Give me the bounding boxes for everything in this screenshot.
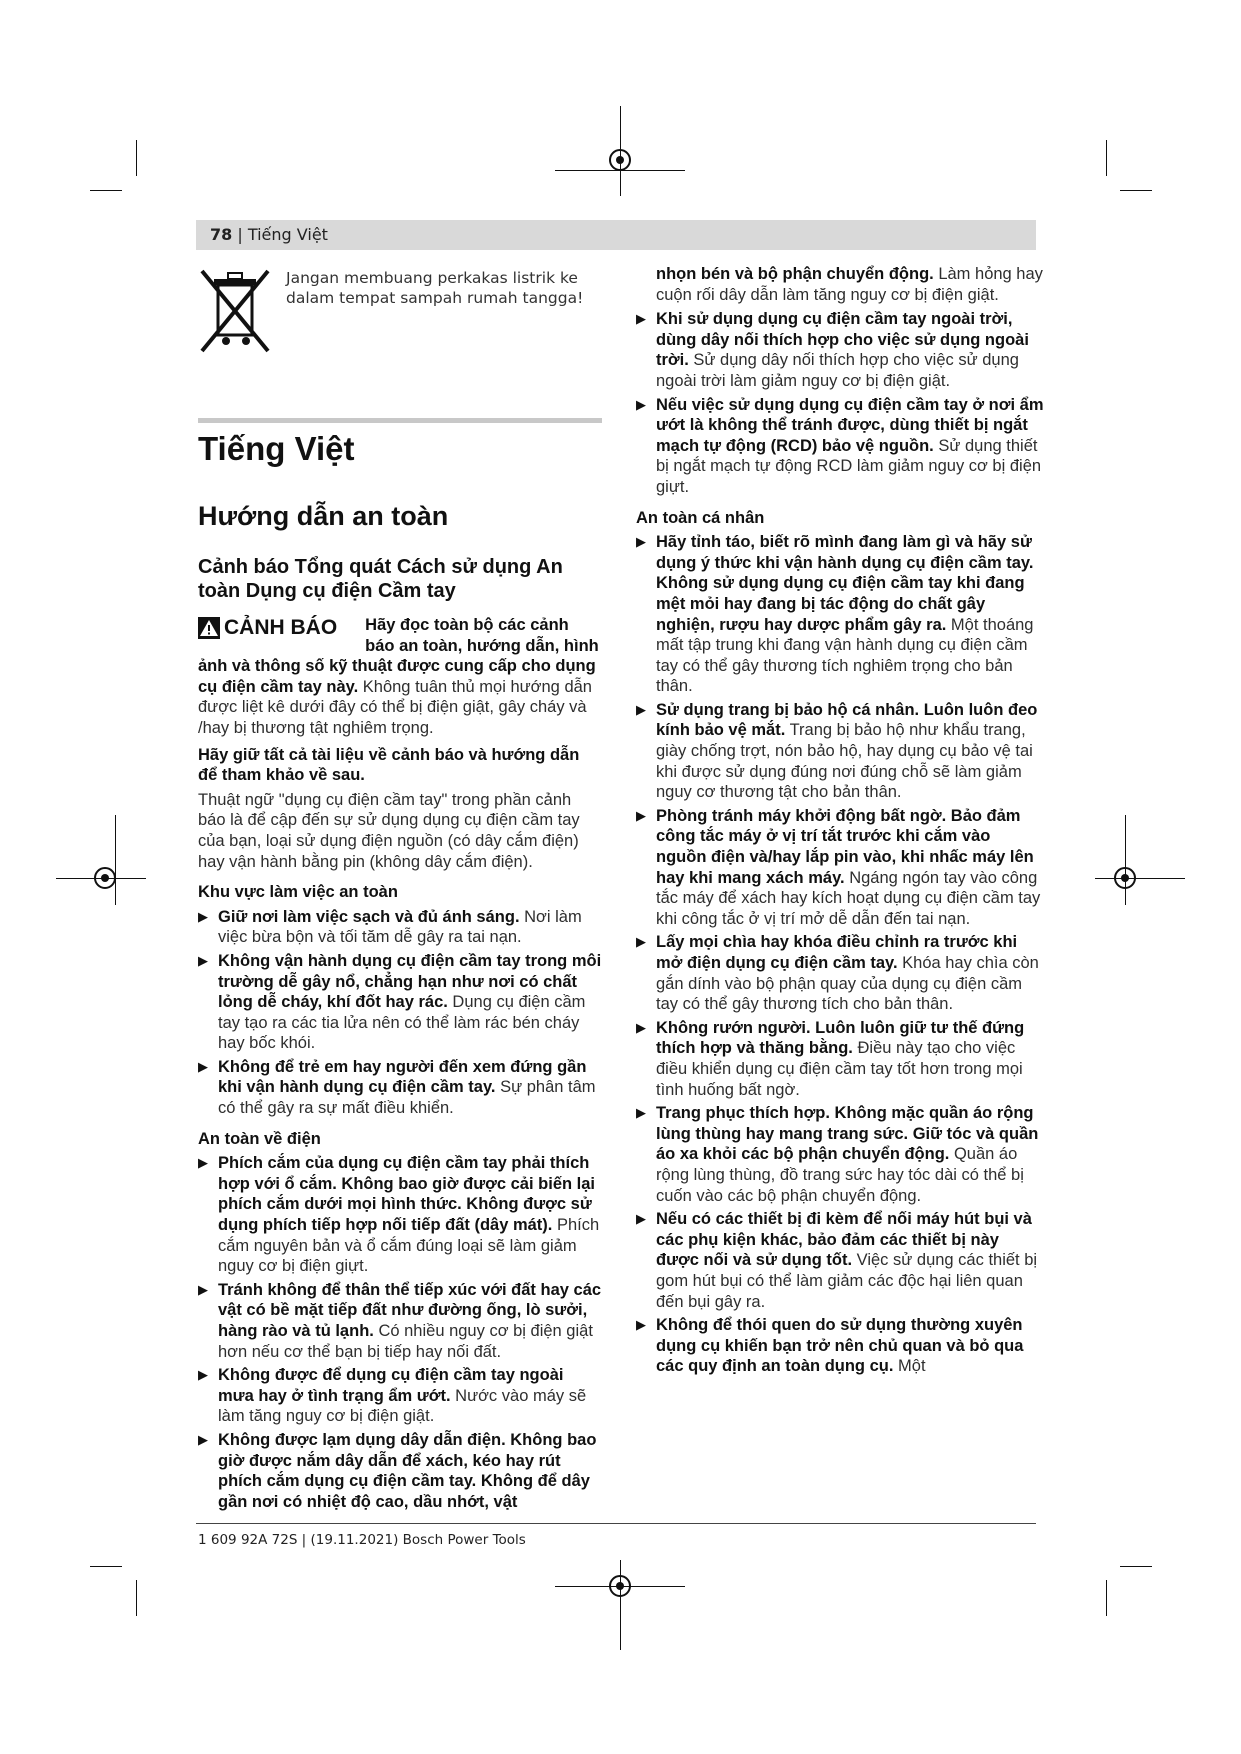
registration-mark-icon bbox=[92, 865, 118, 891]
bullet-triangle-icon: ▶ bbox=[636, 1317, 646, 1333]
section-subtitle: Hướng dẫn an toàn bbox=[198, 501, 449, 531]
list-item bbox=[636, 309, 1044, 391]
bullet-triangle-icon: ▶ bbox=[198, 1058, 208, 1074]
item-text: Trang bị bảo hộ như khẩu trang, giày chống trợt, nón bảo hộ, hay dụng cụ bảo vệ tai khi được sử dụng đúng nơi đúng chỗ sẽ làm giảm nguy cơ thương tật cho bản thân. bbox=[656, 721, 1033, 802]
crop-mark bbox=[1120, 190, 1152, 191]
continuation-paragraph bbox=[636, 264, 1044, 305]
item-text: Sự phân tâm có thể gây ra sự mất điều khiển. bbox=[218, 1078, 596, 1118]
list-item bbox=[198, 1153, 602, 1277]
item-text: Dụng cụ điện cầm tay tạo ra các tia lửa nên có thể làm rác bén cháy hay bốc khói. bbox=[218, 993, 586, 1053]
item-text: Nơi làm việc bừa bộn và tối tăm dễ gây ra tai nạn. bbox=[218, 907, 582, 947]
crop-mark bbox=[136, 1580, 137, 1616]
item-bold: Không được để dụng cụ điện cầm tay ngoài mưa hay ở tình trạng ẩm ướt. bbox=[218, 1366, 564, 1405]
term-definition: Thuật ngữ "dụng cụ điện cầm tay" trong phần cảnh báo là để cập đến sự sử dụng dụng cụ điện cầm tay của bạn, loại sử dụng điện nguồn (có dây cắm điện) hay vận hành bằng pin (không dây cắm điện). bbox=[198, 790, 580, 871]
bullet-triangle-icon: ▶ bbox=[636, 311, 646, 327]
continuation-text: Làm hỏng hay cuộn rối dây dẫn làm tăng nguy cơ bị điện giật. bbox=[656, 265, 1043, 304]
page-header: 78 | Tiếng Việt bbox=[210, 225, 328, 244]
bullet-triangle-icon: ▶ bbox=[636, 1105, 646, 1121]
warning-text: Không tuân thủ mọi hướng dẫn được liệt kê dưới đây có thể bị điện giật, gây cháy và /hay bị thương tật nghiêm trọng. bbox=[198, 677, 592, 737]
item-bold: Nếu việc sử dụng dụng cụ điện cầm tay ở nơi ẩm ướt là không thể tránh được, dùng thiết bị ngắt mạch tự động (RCD) bảo vệ nguồn. bbox=[656, 395, 1044, 455]
crop-mark bbox=[1106, 140, 1107, 176]
item-bold: Lấy mọi chìa hay khóa điều chỉnh ra trước khi mở điện dụng cụ điện cầm tay. bbox=[656, 933, 1018, 972]
header-language: Tiếng Việt bbox=[247, 225, 328, 244]
crop-mark bbox=[90, 190, 122, 191]
crop-mark bbox=[136, 140, 137, 176]
list-item bbox=[198, 951, 602, 1054]
item-bold: Không rướn người. Luôn luôn giữ tư thế đứng thích hợp và thăng bằng. bbox=[656, 1018, 1025, 1058]
bullet-triangle-icon: ▶ bbox=[636, 1211, 646, 1227]
item-bold: Giữ nơi làm việc sạch và đủ ánh sáng. bbox=[218, 907, 520, 926]
bullet-triangle-icon: ▶ bbox=[198, 1155, 208, 1171]
list-item bbox=[198, 1057, 602, 1119]
warning-badge-label: CẢNH BÁO bbox=[224, 615, 338, 639]
personal-safety-heading: An toàn cá nhân bbox=[636, 508, 765, 527]
item-text: Điều này tạo cho việc điều khiển dụng cụ điện cầm tay tốt hơn trong mọi tình huống bất ngờ. bbox=[656, 1039, 1023, 1099]
list-item bbox=[636, 806, 1044, 930]
list-item bbox=[636, 932, 1044, 1014]
item-text: Nước vào máy sẽ làm tăng nguy cơ bị điện giật. bbox=[218, 1386, 587, 1426]
item-text: Sử dụng dây nối thích hợp cho việc sử dụng ngoài trời làm giảm nguy cơ bị điện giật. bbox=[656, 351, 1019, 390]
crop-mark bbox=[1125, 815, 1126, 905]
item-bold: Không để thói quen do sử dụng thường xuyên dụng cụ khiến bạn trở nên chủ quan và bỏ qua các quy định an toàn dụng cụ. bbox=[656, 1316, 1024, 1376]
warning-icon bbox=[198, 617, 220, 639]
item-bold: Không được lạm dụng dây dẫn điện. Không bao giờ được nắm dây dẫn để xách, kéo hay rút phích cắm dụng cụ điện cầm tay. Không để dây gần nơi có nhiệt độ cao, dầu nhớt, vật bbox=[218, 1430, 597, 1511]
bullet-triangle-icon: ▶ bbox=[198, 908, 208, 924]
bullet-triangle-icon: ▶ bbox=[198, 1367, 208, 1383]
crop-mark bbox=[115, 815, 116, 905]
item-bold: Khi sử dụng dụng cụ điện cầm tay ngoài trời, dùng dây nối thích hợp cho việc sử dụng ngoài trời. bbox=[656, 310, 1029, 370]
bullet-triangle-icon: ▶ bbox=[636, 701, 646, 717]
item-bold: Phòng tránh máy khởi động bất ngờ. Bảo đảm công tắc máy ở vị trí tắt trước khi cắm vào nguồn điện và/hay lắp pin vào, khi nhấc máy lên hay khi mang xách máy. bbox=[656, 806, 1034, 887]
warning-badge bbox=[198, 617, 337, 639]
list-item bbox=[198, 1365, 602, 1427]
warning-bold: Hãy đọc toàn bộ các cảnh báo an toàn, hướng dẫn, hình ảnh và thông số kỹ thuật được cung cấp cho dụng cụ điện cầm tay này. bbox=[198, 616, 599, 696]
item-text: Một thoáng mất tập trung khi đang vận hành dụng cụ điện cầm tay có thể gây thương tích nghiêm trọng cho bản thân. bbox=[656, 615, 1034, 696]
work-area-heading: Khu vực làm việc an toàn bbox=[198, 883, 398, 902]
item-bold: Sử dụng trang bị bảo hộ cá nhân. Luôn luôn đeo kính bảo vệ mắt. bbox=[656, 700, 1038, 740]
item-text: Việc sử dụng các thiết bị gom hút bụi có thể làm giảm các độc hại liên quan đến bụi gây ra. bbox=[656, 1251, 1038, 1311]
registration-mark-icon bbox=[607, 1573, 633, 1599]
item-text: Ngáng ngón tay vào công tắc máy để xách hay kích hoạt dụng cụ điện cầm tay khi công tắc ở vị trí mở dễ dẫn đến tai nạn. bbox=[656, 868, 1041, 928]
bullet-triangle-icon: ▶ bbox=[636, 1019, 646, 1035]
warning-heading: Cảnh báo Tổng quát Cách sử dụng An toàn Dụng cụ điện Cầm tay bbox=[198, 556, 563, 602]
warning-paragraph bbox=[198, 615, 602, 739]
list-item bbox=[636, 700, 1044, 803]
list-item bbox=[636, 532, 1044, 697]
bullet-triangle-icon: ▶ bbox=[636, 807, 646, 823]
item-bold: Hãy tỉnh táo, biết rõ mình đang làm gì và hãy sử dụng ý thức khi vận hành dụng cụ điện cầm tay. Không sử dụng dụng cụ điện cầm tay khi đang mệt mỏi hay đang bị tác động do chất gây nghiện, rượu hay dược phẩm gây ra. bbox=[656, 533, 1034, 634]
crop-mark bbox=[90, 1566, 122, 1567]
crop-mark bbox=[1120, 1566, 1152, 1567]
crop-mark bbox=[1095, 878, 1185, 879]
page-footer: 1 609 92A 72S | (19.11.2021) Bosch Power Tools bbox=[198, 1532, 526, 1548]
registration-mark-icon bbox=[607, 147, 633, 173]
bullet-triangle-icon: ▶ bbox=[198, 1431, 208, 1447]
list-item bbox=[636, 395, 1044, 498]
list-item bbox=[198, 1430, 602, 1512]
item-text: Có nhiều nguy cơ bị điện giật hơn nếu cơ thể bạn bị tiếp hay nối đất. bbox=[218, 1322, 593, 1361]
item-text: Phích cắm nguyên bản và ổ cắm đúng loại sẽ làm giảm nguy cơ bị điện giựt. bbox=[218, 1216, 600, 1276]
item-bold: Không để trẻ em hay người đến xem đứng gần khi vận hành dụng cụ điện cầm tay. bbox=[218, 1057, 587, 1097]
left-column bbox=[198, 263, 602, 1515]
disposal-note: Jangan membuang perkakas listrik ke dalam tempat sampah rumah tangga! bbox=[286, 269, 584, 307]
bullet-triangle-icon: ▶ bbox=[636, 534, 646, 550]
item-text: Khóa hay chìa còn gắn dính vào bộ phận quay của dụng cụ điện cầm tay có thể gây thương tích cho bản thân. bbox=[656, 954, 1039, 1014]
electrical-heading: An toàn về điện bbox=[198, 1129, 321, 1148]
item-bold: Trang phục thích hợp. Không mặc quần áo rộng lùng thùng hay mang trang sức. Giữ tóc và quần áo xa khỏi các bộ phận chuyển động. bbox=[656, 1104, 1039, 1164]
item-bold: Không vận hành dụng cụ điện cầm tay trong môi trường dễ gây nổ, chẳng hạn như nơi có chất lỏng dễ cháy, khí đốt hay rác. bbox=[218, 951, 602, 1012]
list-item bbox=[198, 1280, 602, 1362]
crop-mark bbox=[1106, 1580, 1107, 1616]
item-bold: Nếu có các thiết bị đi kèm để nối máy hút bụi và các phụ kiện khác, bảo đảm các thiết bị này được nối và sử dụng tốt. bbox=[656, 1210, 1032, 1270]
item-bold: Phích cắm của dụng cụ điện cầm tay phải thích hợp với ổ cắm. Không bao giờ được cải biến lại phích cắm dưới mọi hình thức. Không được sử dụng phích tiếp hợp nối tiếp đất (dây mát). bbox=[218, 1154, 596, 1235]
page-number: 78 bbox=[210, 225, 233, 244]
keep-docs: Hãy giữ tất cả tài liệu về cảnh báo và hướng dẫn để tham khảo về sau. bbox=[198, 745, 580, 785]
list-item bbox=[636, 1018, 1044, 1100]
bullet-triangle-icon: ▶ bbox=[636, 934, 646, 950]
right-column bbox=[636, 264, 1044, 1380]
list-item bbox=[636, 1209, 1044, 1312]
bullet-triangle-icon: ▶ bbox=[636, 396, 646, 412]
list-item bbox=[636, 1315, 1044, 1377]
bullet-triangle-icon: ▶ bbox=[198, 952, 208, 968]
item-bold: Tránh không để thân thể tiếp xúc với đất hay các vật có bề mặt tiếp đất như đường ống, lò sưởi, hàng rào và tủ lạnh. bbox=[218, 1280, 602, 1340]
list-item bbox=[198, 907, 602, 948]
footer-rule bbox=[196, 1523, 1036, 1524]
section-title: Tiếng Việt bbox=[198, 430, 355, 467]
bullet-triangle-icon: ▶ bbox=[198, 1281, 208, 1297]
continuation-bold: nhọn bén và bộ phận chuyển động. bbox=[656, 265, 934, 283]
item-text: Một bbox=[893, 1357, 926, 1376]
item-text: Sử dụng thiết bị ngắt mạch tự động RCD làm giảm nguy cơ bị điện giựt. bbox=[656, 436, 1042, 496]
registration-mark-icon bbox=[1112, 865, 1138, 891]
list-item bbox=[636, 1103, 1044, 1206]
item-text: Quần áo rộng lùng thùng, đồ trang sức hay tóc dài có thể bị cuốn vào các bộ phận chuyển động. bbox=[656, 1145, 1024, 1205]
